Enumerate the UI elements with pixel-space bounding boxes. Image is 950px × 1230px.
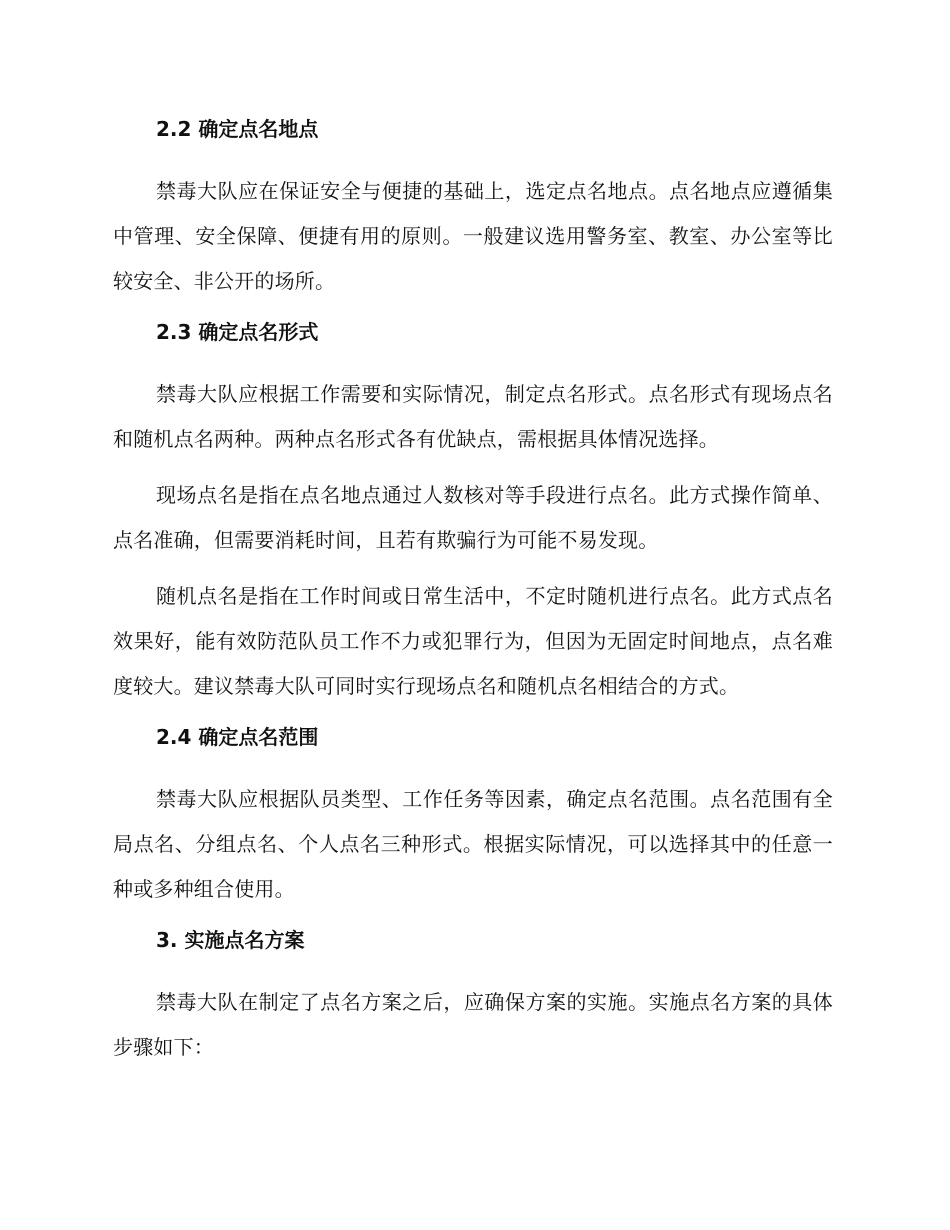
section-heading: 3. 实施点名方案 (156, 928, 305, 952)
paragraph: 禁毒大队应根据工作需要和实际情况，制定点名形式。点名形式有现场点名和随机点名两种。两种点名形式各有优缺点，需根据具体情况选择。 (113, 382, 833, 451)
paragraph: 禁毒大队应在保证安全与便捷的基础上，选定点名地点。点名地点应遵循集中管理、安全保障、便捷有用的原则。一般建议选用警务室、教室、办公室等比较安全、非公开的场所。 (113, 179, 833, 293)
paragraph: 随机点名是指在工作时间或日常生活中，不定时随机进行点名。此方式点名效果好，能有效防范队员工作不力或犯罪行为，但因为无固定时间地点，点名难度较大。建议禁毒大队可同时实行现场点名和随机点名相结合的方式。 (113, 584, 833, 698)
paragraph: 禁毒大队应根据队员类型、工作任务等因素，确定点名范围。点名范围有全局点名、分组点名、个人点名三种形式。根据实际情况，可以选择其中的任意一种或多种组合使用。 (113, 787, 833, 901)
paragraph: 禁毒大队在制定了点名方案之后，应确保方案的实施。实施点名方案的具体步骤如下： (113, 990, 833, 1059)
document-body (113, 112, 833, 1081)
paragraph: 现场点名是指在点名地点通过人数核对等手段进行点名。此方式操作简单、点名准确，但需要消耗时间，且若有欺骗行为可能不易发现。 (113, 483, 833, 552)
section-heading: 2.3 确定点名形式 (156, 320, 319, 344)
section-heading: 2.2 确定点名地点 (156, 117, 319, 141)
section-heading: 2.4 确定点名范围 (156, 725, 319, 749)
